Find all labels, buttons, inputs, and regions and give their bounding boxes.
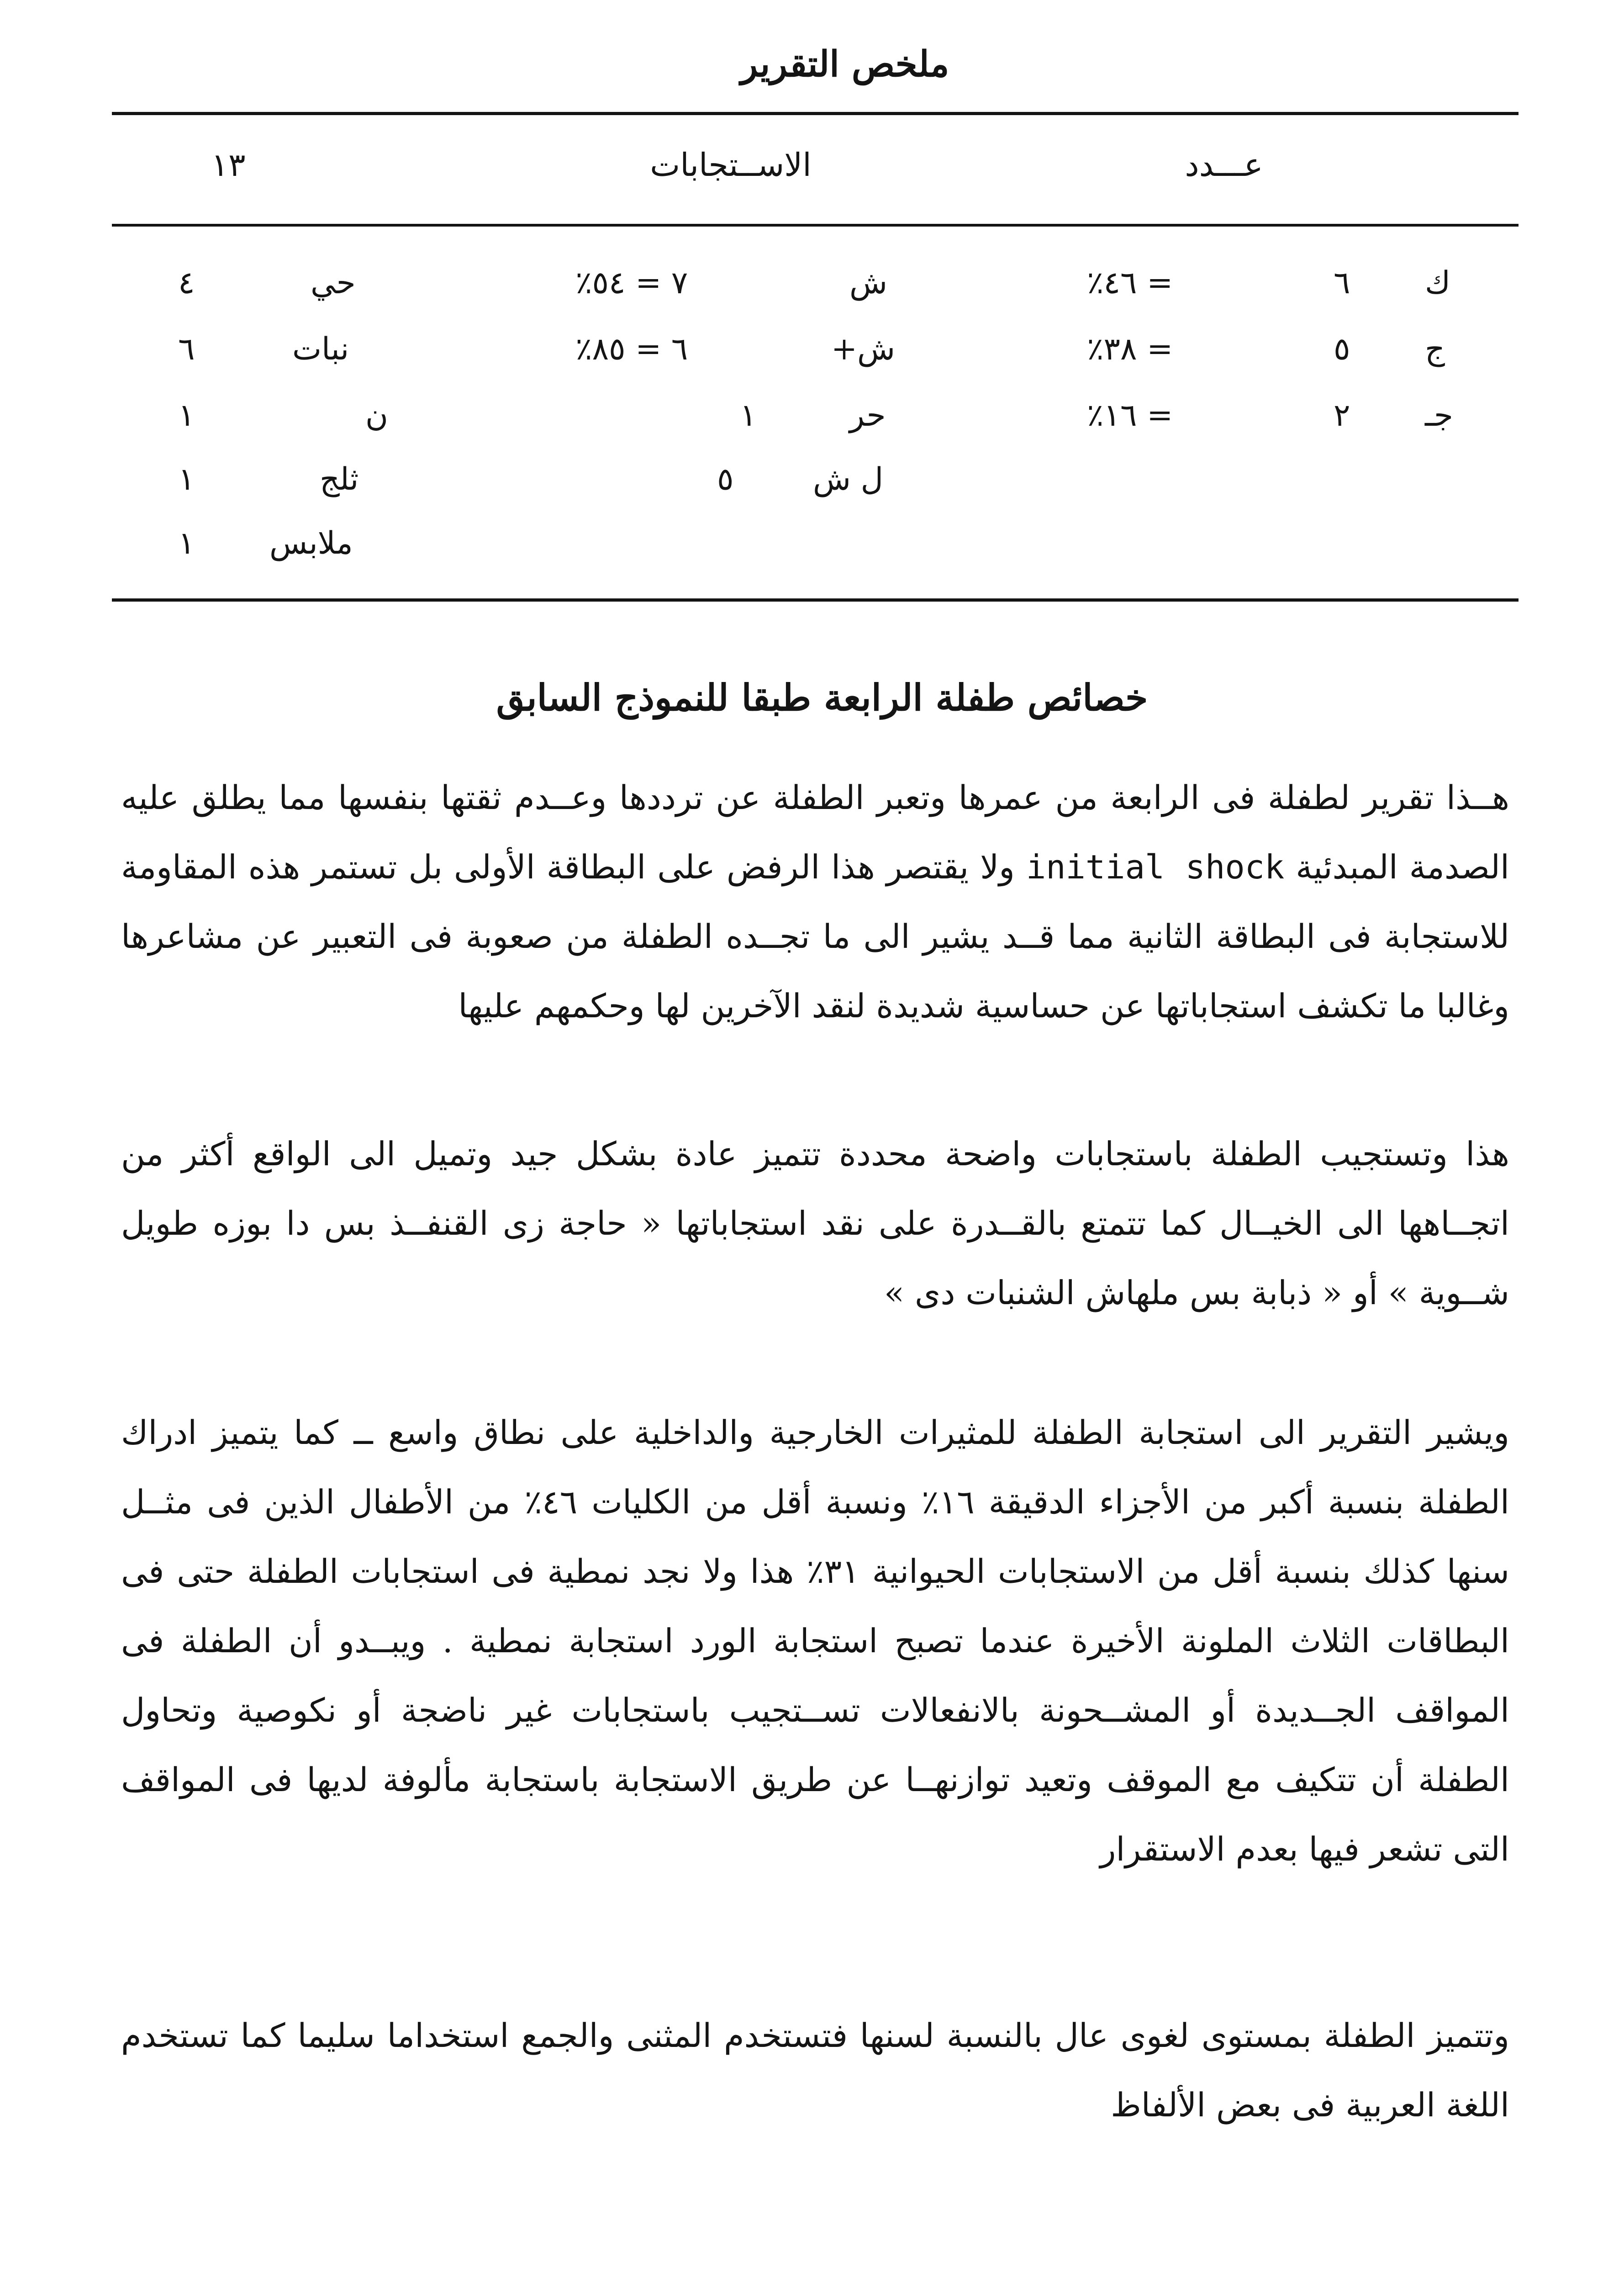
paragraph-3: ويشير التقرير الى استجابة الطفلة للمثيرات الخارجية والداخلية على نطاق واسع ــ كما يتميز ادراك الطفلة بنسبة أكبر من الأجزاء الدقيقة ١٦٪ ونسبة أقل من الكليات ٤٦٪ من الأطفال الذين فى مثــل سنها كذلك بنسبة أقل من الاستجابات الحيوانية ٣١٪ هذا ولا نجد نمطية فى استجابات الطفلة حتى فى البطاقات الثلاث الملونة الأخيرة عندما تصبح استجابة الورد استجابة نمطية . ويبــدو أن الطفلة فى المواقف الجــديدة أو المشــحونة بالانفعالات تســتجيب باستجابات غير ناضجة أو نكوصية وتحاول الطفلة أن تتكيف مع الموقف وتعيد توازنهــا عن طريق الاستجابة باستجابة مألوفة لديها فى المواقف التى تشعر فيها بعدم الاستقرار bbox=[121, 1413, 1509, 1868]
section-heading: خصائص طفلة الرابعة طبقا للنموذج السابق bbox=[496, 676, 1148, 719]
paragraph-1-latin-term: initial shock bbox=[1026, 848, 1285, 886]
row1-code: ش bbox=[849, 265, 888, 301]
row4-code: ل ش bbox=[813, 461, 884, 497]
row3-code-value: ١ bbox=[740, 397, 757, 434]
row3-count: ٢ bbox=[1334, 397, 1350, 434]
row1-code-value: ٧ = ٥٤٪ bbox=[575, 265, 688, 301]
row3-content-count: ١ bbox=[178, 397, 195, 434]
paragraph-4: وتتميز الطفلة بمستوى لغوى عال بالنسبة لسنها فتستخدم المثنى والجمع استخداما سليما كما تستخدم اللغة العربية فى بعض الألفاظ bbox=[121, 2016, 1509, 2124]
page-title: ملخص التقرير bbox=[740, 43, 949, 85]
header-count: عـــدد bbox=[1185, 146, 1263, 184]
top-rule bbox=[112, 112, 1519, 115]
header-responses: الاســتجابات bbox=[650, 146, 812, 184]
row4-code-value: ٥ bbox=[717, 461, 734, 497]
row5-content: ملابس bbox=[269, 525, 353, 561]
row5-content-count: ١ bbox=[178, 525, 195, 561]
header-total: ١٣ bbox=[211, 146, 246, 184]
row4-content: ثلج bbox=[320, 461, 359, 497]
row2-code-value: ٦ = ٨٥٪ bbox=[575, 331, 688, 367]
table-bottom-rule bbox=[112, 598, 1519, 602]
row3-percent: = ١٦٪ bbox=[1087, 397, 1173, 434]
row1-letter: ك bbox=[1425, 265, 1451, 301]
row1-percent: = ٤٦٪ bbox=[1087, 265, 1173, 301]
paragraph-1-part-b: ولا يقتصر هذا الرفض على البطاقة الأولى بل تستمر هذه المقاومة للاستجابة فى البطاقة الثانية مما قــد يشير الى ما تجــده الطفلة من صعوبة فى التعبير عن مشاعرها وغالبا ما تكشف استجاباتها عن حساسية شديدة لنقد الآخرين لها وحكمهم عليها bbox=[121, 848, 1509, 1025]
row3-code: حر bbox=[849, 397, 886, 434]
row1-content: حي bbox=[311, 265, 356, 301]
row2-content: نبات bbox=[292, 331, 349, 367]
row1-content-count: ٤ bbox=[178, 265, 195, 301]
row2-content-count: ٦ bbox=[178, 331, 195, 367]
row3-letter: جـ bbox=[1425, 397, 1453, 434]
row2-percent: = ٣٨٪ bbox=[1087, 331, 1173, 367]
paragraph-1-part-a: هــذا تقرير لطفلة فى الرابعة من عمرها وتعبر الطفلة عن ترددها وعــدم ثقتها بنفسها مما يطلق عليه الصدمة المبدئية bbox=[121, 778, 1510, 886]
row4-content-count: ١ bbox=[178, 461, 195, 497]
paragraph-1 bbox=[121, 763, 1509, 1041]
row2-count: ٥ bbox=[1334, 331, 1350, 367]
row1-count: ٦ bbox=[1334, 265, 1350, 301]
row3-content: ن bbox=[365, 397, 388, 434]
paragraph-2: هذا وتستجيب الطفلة باستجابات واضحة محددة تتميز عادة بشكل جيد وتميل الى الواقع أكثر من اتجــاهها الى الخيــال كما تتمتع بالقــدرة على نقد استجاباتها « حاجة زى القنفــذ بس دا بوزه طويل شــوية » أو « ذبابة بس ملهاش الشنبات دى » bbox=[121, 1135, 1509, 1312]
row2-letter: ج bbox=[1425, 331, 1445, 367]
header-rule bbox=[112, 224, 1519, 227]
row2-code: ش+ bbox=[831, 331, 895, 367]
